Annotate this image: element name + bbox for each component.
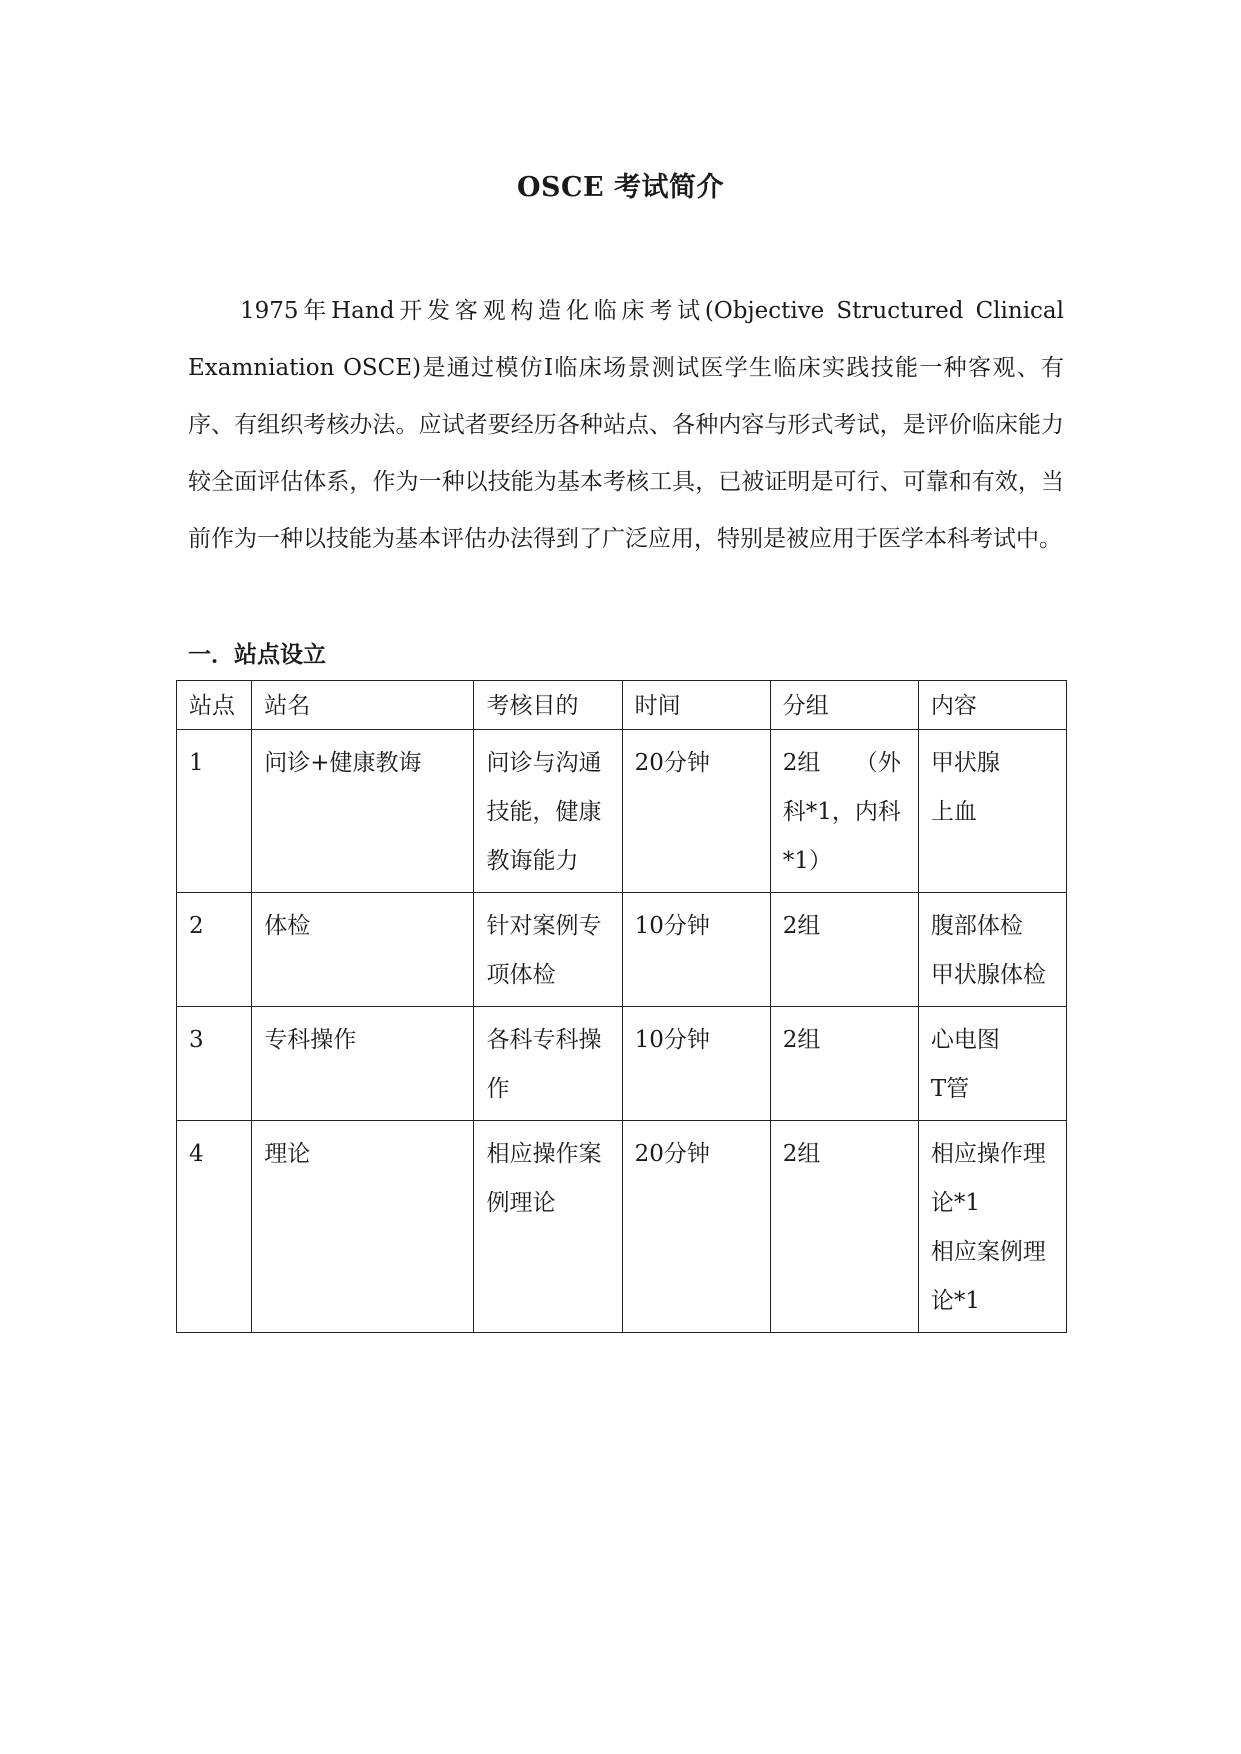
table-header-row [177, 681, 1067, 730]
content-line: 腹部体检 [930, 913, 1023, 939]
cell-station: 2 [177, 893, 252, 1007]
table-row [177, 730, 1067, 893]
cell-content [918, 1007, 1066, 1121]
cell-time: 10分钟 [622, 1007, 770, 1121]
header-goal: 考核目的 [474, 681, 622, 730]
cell-time: 10分钟 [622, 893, 770, 1007]
cell-group: 2组 [770, 893, 918, 1007]
table-row [177, 893, 1067, 1007]
cell-goal: 针对案例专项体检 [474, 893, 622, 1007]
cell-time: 20分钟 [622, 730, 770, 893]
stations-table [176, 680, 1067, 1333]
cell-name: 体检 [252, 893, 474, 1007]
page-title: OSCE 考试简介 [517, 172, 724, 203]
cell-content [918, 1121, 1066, 1333]
cell-time: 20分钟 [622, 1121, 770, 1333]
header-time: 时间 [622, 681, 770, 730]
cell-goal: 各科专科操作 [474, 1007, 622, 1121]
cell-group: 2组 [770, 1007, 918, 1121]
cell-goal: 相应操作案例理论 [474, 1121, 622, 1333]
cell-content [918, 730, 1066, 893]
cell-station: 3 [177, 1007, 252, 1121]
cell-content [918, 893, 1066, 1007]
content-line: 相应案例理论*1 [930, 1239, 1046, 1314]
header-station: 站点 [177, 681, 252, 730]
header-name: 站名 [252, 681, 474, 730]
content-line: 上血 [930, 799, 977, 825]
table-row [177, 1121, 1067, 1333]
cell-goal: 问诊与沟通技能，健康教诲能力 [474, 730, 622, 893]
header-content: 内容 [918, 681, 1066, 730]
intro-paragraph: 1975年Hand开发客观构造化临床考试(Objective Structured Clinical Examniation OSCE)是通过模仿I临床场景测试医学生临床实践技能一种客观、有序、有组织考核办法。应试者要经历各种站点、各种内容与形式考试，是评价临床能力较全面评估体系，作为一种以技能为基本考核工具，已被证明是可行、可靠和有效，当前作为一种以技能为基本评估办法得到了广泛应用，特别是被应用于医学本科考试中。 [188, 298, 1064, 552]
cell-group: 2组 （外科*1，内科*1） [770, 730, 918, 893]
table-row [177, 1007, 1067, 1121]
section-heading: 一．站点设立 [188, 641, 326, 668]
content-line: 心电图 [930, 1027, 1000, 1053]
cell-name: 问诊+健康教诲 [252, 730, 474, 893]
content-line: 相应操作理论*1 [930, 1141, 1046, 1216]
cell-group: 2组 [770, 1121, 918, 1333]
cell-station: 4 [177, 1121, 252, 1333]
content-line: 甲状腺 [930, 750, 1000, 776]
content-line: T管 [930, 1076, 970, 1102]
content-line: 甲状腺体检 [930, 962, 1046, 988]
cell-name: 理论 [252, 1121, 474, 1333]
cell-name: 专科操作 [252, 1007, 474, 1121]
cell-station: 1 [177, 730, 252, 893]
header-group: 分组 [770, 681, 918, 730]
